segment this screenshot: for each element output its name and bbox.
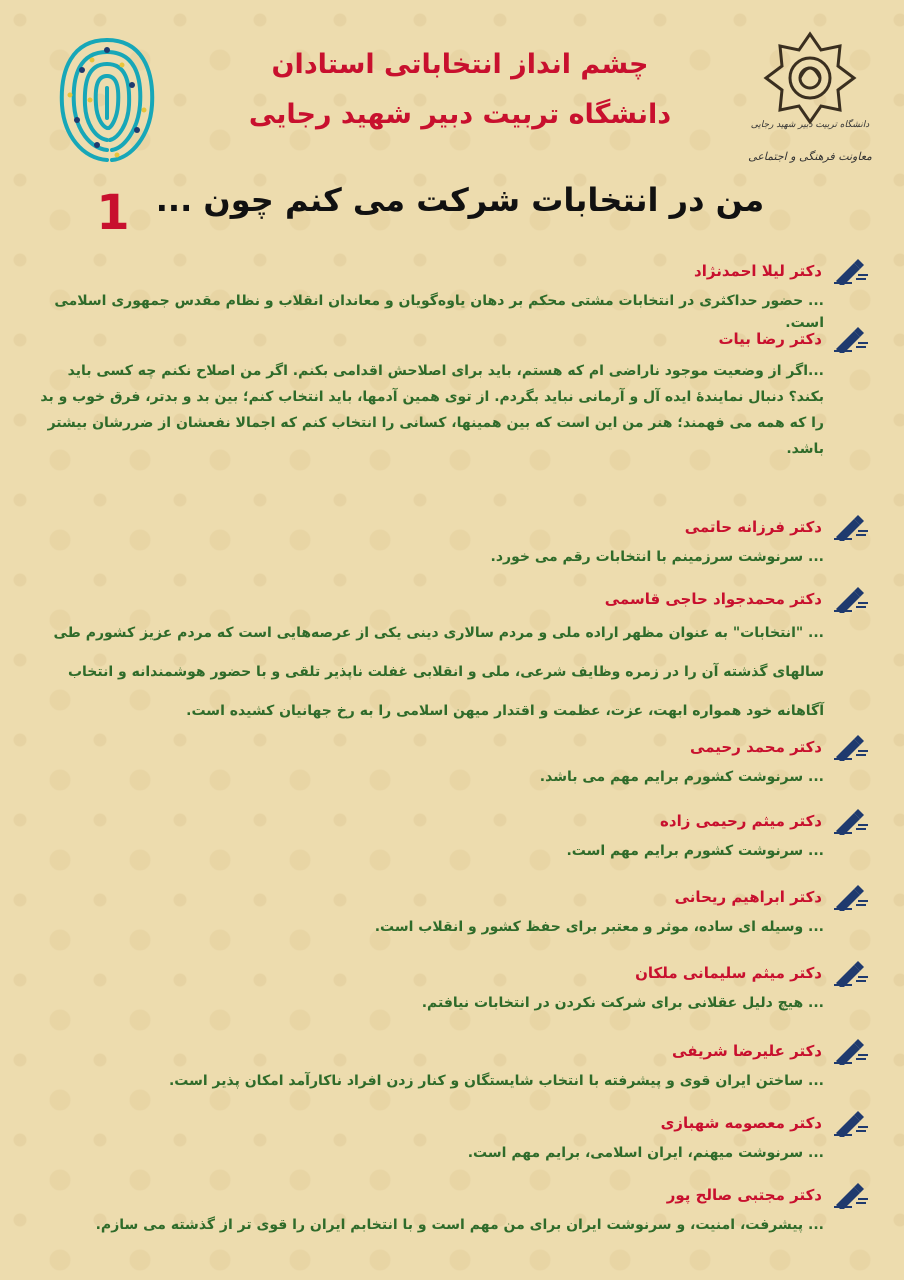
pen-writing-icon — [832, 733, 870, 761]
pen-writing-icon — [832, 1109, 870, 1137]
entry-1 — [40, 256, 870, 334]
entry-4 — [40, 584, 870, 731]
pen-writing-icon — [832, 585, 870, 613]
entry-quote: ...اگر از وضعیت موجود ناراضی ام که هستم، باید برای اصلاحش اقدامی بکنم. اگر من اصلاح نکنم چه کسی باید بکند؟ دنبال نمایندهٔ ایده آل و آرمانی نباید بگردم. از توی همین آدمها، باید انتخاب کنم؛ بین بد و بدتر، فرق خوب و بد را که همه می فهمند؛ هنر من این است که بین همینها، کسانی را انتخاب کنم که اجمالا نفعشان از ضررشان بیشتر باشد. — [40, 363, 824, 457]
entry-quote: ... ساختن ایران قوی و پیشرفته با انتخاب شایستگان و کنار زدن افراد ناکارآمد امکان پذیر است. — [168, 1073, 824, 1089]
entry-10 — [40, 1108, 870, 1164]
entry-3 — [40, 512, 870, 568]
pen-writing-icon — [832, 513, 870, 541]
page-number: 1 — [96, 185, 130, 241]
pen-writing-icon — [832, 1037, 870, 1065]
entry-quote: ... حضور حداکثری در انتخابات مشتی محکم بر دهان یاوه‌گویان و معاندان انقلاب و نظام مقدس جمهوری اسلامی است. — [54, 293, 824, 331]
entry-name: دکتر میثم رحیمی زاده — [660, 812, 822, 830]
entry-name: دکتر محمد رحیمی — [690, 738, 822, 756]
entry-9 — [40, 1036, 870, 1092]
entry-name: دکتر فرزانه حاتمی — [684, 518, 822, 536]
entry-quote: ... هیچ دلیل عقلانی برای شرکت نکردن در انتخابات نیافتم. — [421, 995, 824, 1011]
entry-name: دکتر محمدجواد حاجی قاسمی — [604, 590, 822, 608]
entry-quote: ... سرنوشت میهنم، ایران اسلامی، برایم مهم است. — [467, 1145, 824, 1161]
entry-name: دکتر مجتبی صالح پور — [666, 1186, 822, 1204]
entry-5 — [40, 732, 870, 788]
entry-name: دکتر علیرضا شریفی — [672, 1042, 822, 1060]
entry-11 — [40, 1180, 870, 1236]
page-subtitle: من در انتخابات شرکت می کنم چون ... — [155, 181, 765, 219]
logo-caption: دانشگاه تربیت دبیر شهید رجایی — [750, 120, 870, 130]
entry-name: دکتر ابراهیم ریحانی — [674, 888, 822, 906]
entry-8 — [40, 958, 870, 1014]
pen-writing-icon — [832, 1181, 870, 1209]
page-title-line-1: چشم انداز انتخاباتی استادان — [271, 49, 649, 80]
logo-subtitle: معاونت فرهنگی و اجتماعی — [748, 150, 872, 163]
entry-2 — [40, 324, 870, 462]
entry-7 — [40, 882, 870, 938]
entry-quote: ... "انتخابات" به عنوان مظهر اراده ملی و مردم سالاری دینی یکی از عرصه‌هایی است که مردم عزیز کشورم طی سالهای گذشته آن را در زمره وظایف شرعی، ملی و انقلابی غفلت ناپذیر تلقی و با حضور هوشمندانه و انتخاب آگاهانه خود همواره ابهت، عزت، عظمت و اقتدار میهن اسلامی را به رخ جهانیان کشیده است. — [53, 625, 824, 719]
pen-writing-icon — [832, 257, 870, 285]
entry-name: دکتر میثم سلیمانی ملکان — [635, 964, 822, 982]
pen-writing-icon — [832, 883, 870, 911]
entry-quote: ... وسیله ای ساده، موثر و معتبر برای حفظ کشور و انقلاب است. — [374, 919, 824, 935]
entry-6 — [40, 806, 870, 862]
page-title-line-2: دانشگاه تربیت دبیر شهید رجایی — [248, 99, 672, 130]
entry-quote: ... سرنوشت سرزمینم با انتخابات رقم می خورد. — [490, 549, 824, 565]
entry-name: دکتر معصومه شهبازی — [660, 1114, 822, 1132]
pen-writing-icon — [832, 807, 870, 835]
entry-name: دکتر رضا بیات — [718, 330, 822, 348]
pen-writing-icon — [832, 325, 870, 353]
entry-quote: ... پیشرفت، امنیت، و سرنوشت ایران برای من مهم است و با انتخابم ایران را قوی تر از گذشته می سازم. — [95, 1217, 824, 1233]
fingerprint-icon — [52, 30, 162, 170]
entry-quote: ... سرنوشت کشورم برایم مهم است. — [566, 843, 824, 859]
pen-writing-icon — [832, 959, 870, 987]
university-logo — [760, 28, 860, 128]
entry-quote: ... سرنوشت کشورم برایم مهم می باشد. — [539, 769, 824, 785]
entry-name: دکتر لیلا احمدنژاد — [694, 262, 822, 280]
